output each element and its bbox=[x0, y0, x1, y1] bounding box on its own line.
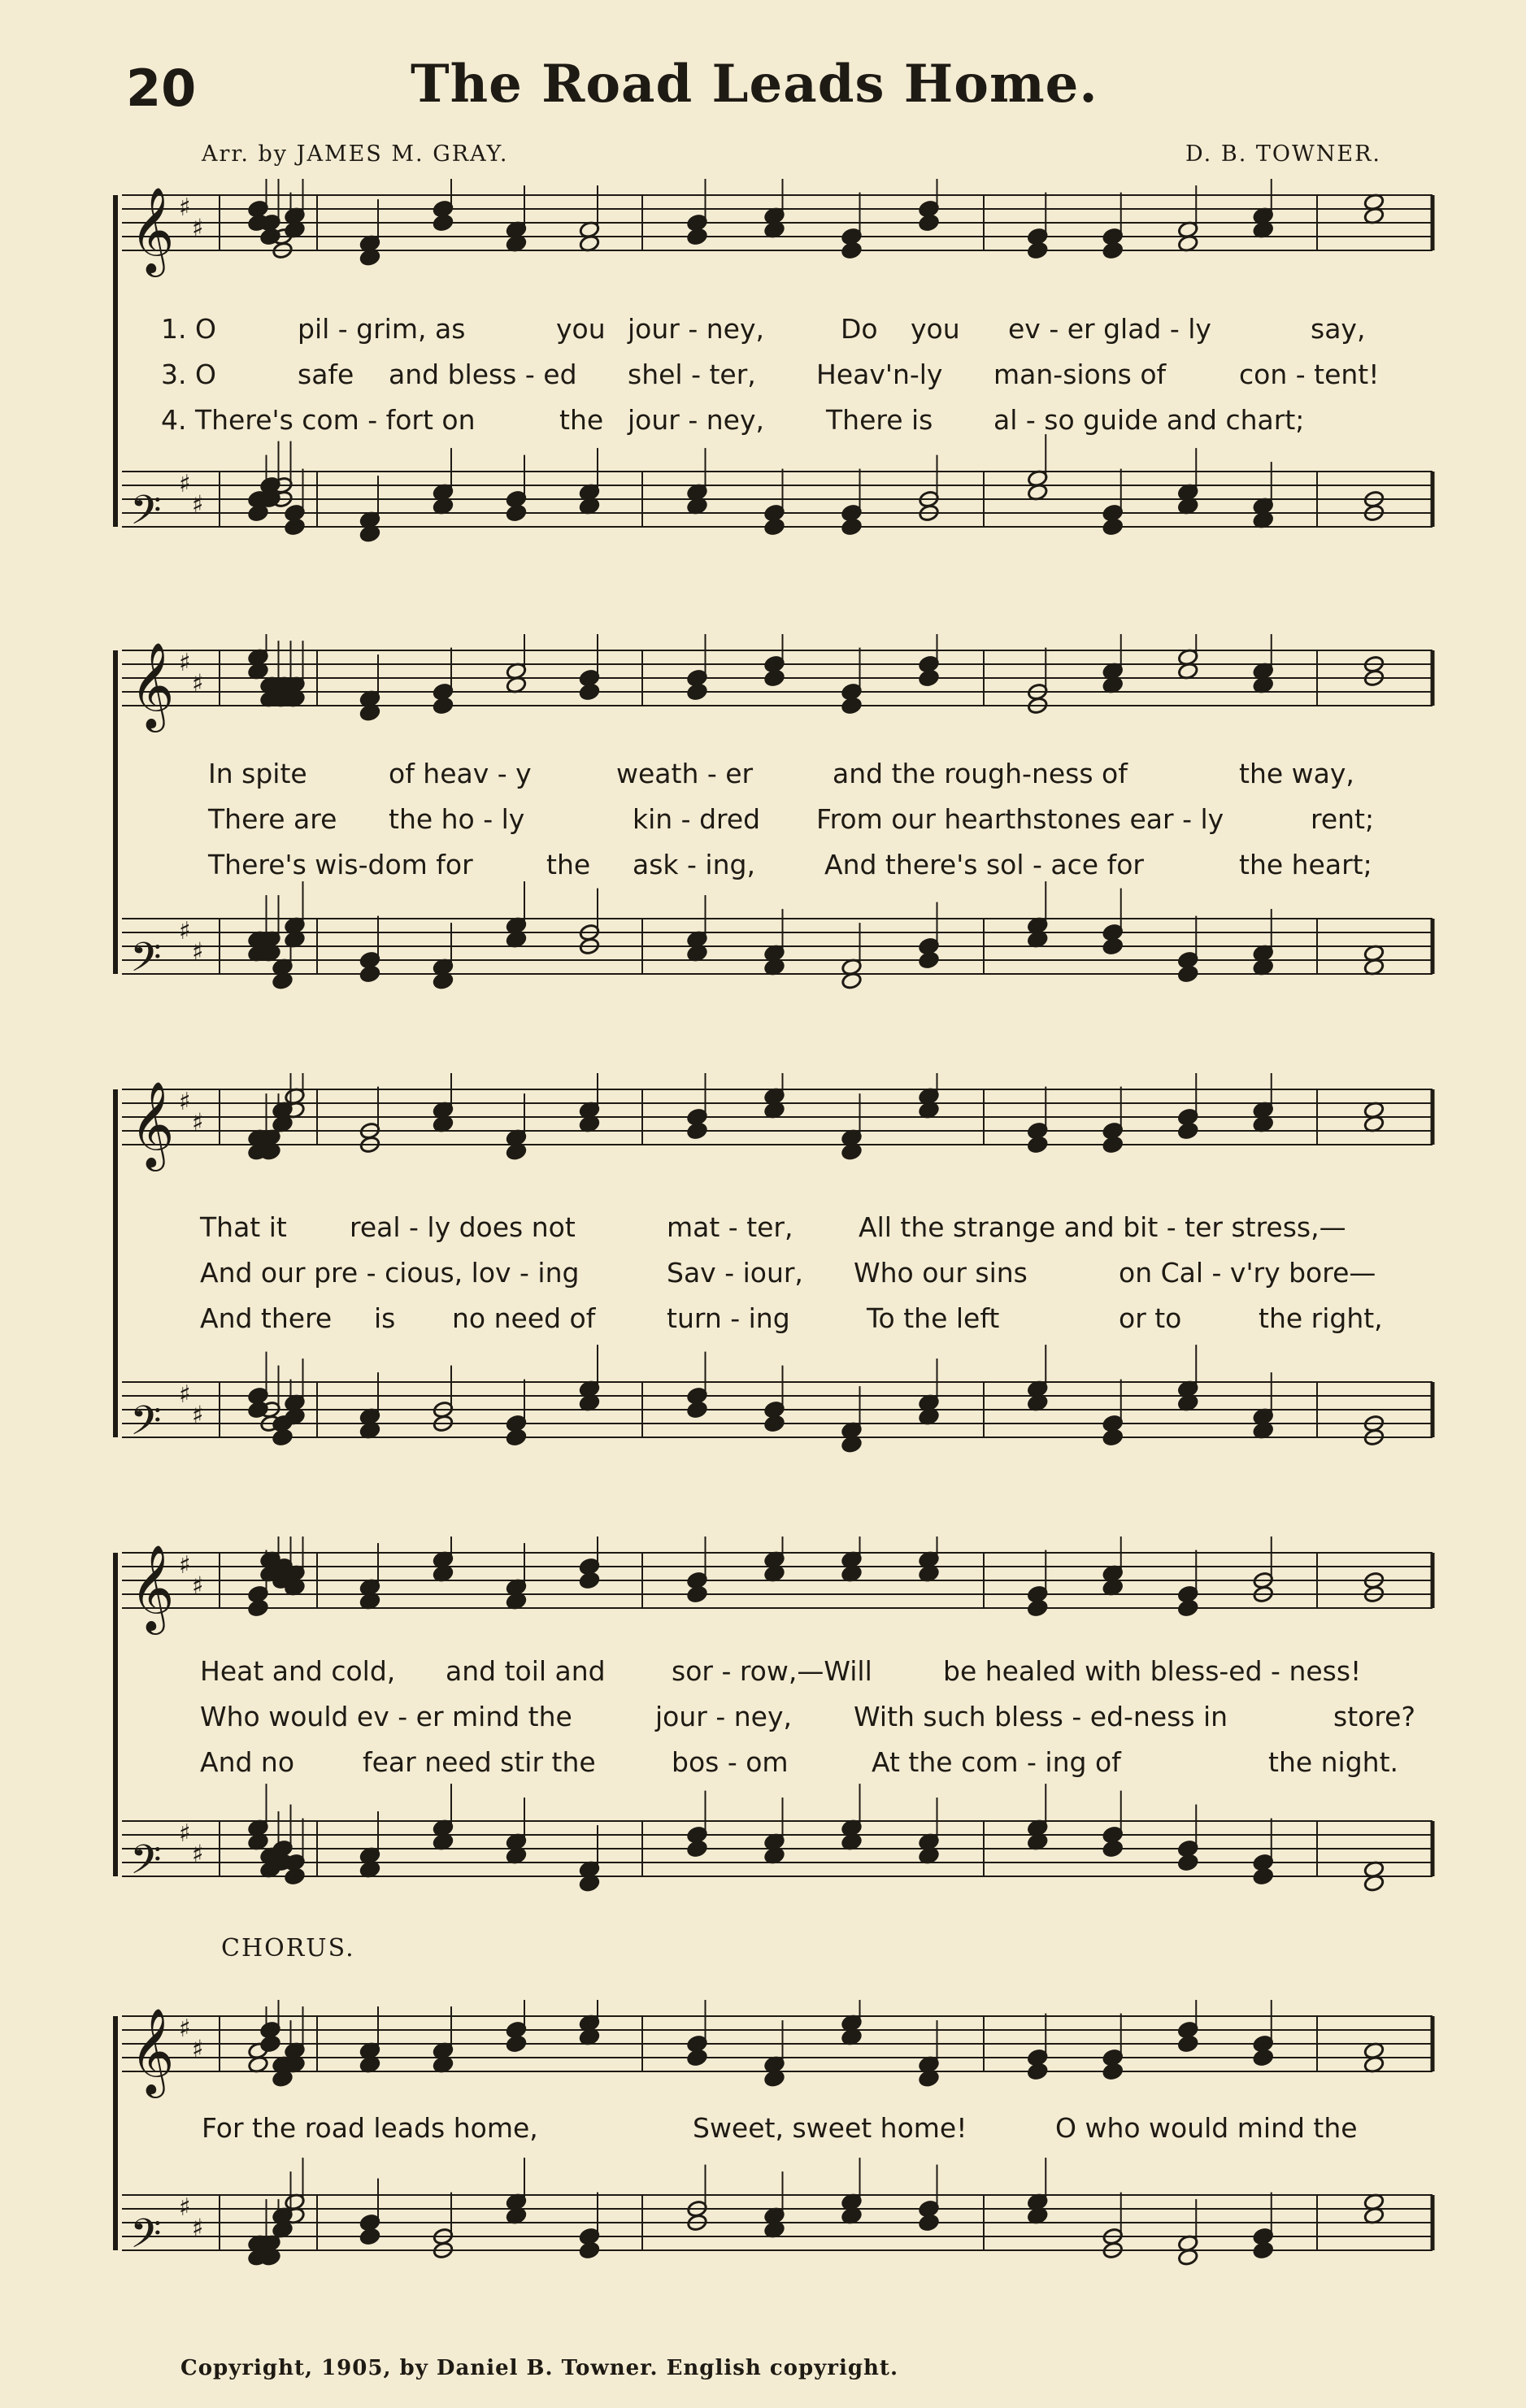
bass-staff bbox=[122, 881, 1433, 991]
treble-staff bbox=[122, 1537, 1433, 1635]
lyric-word: or to bbox=[1119, 1302, 1182, 1334]
lyric-word: man-sions of bbox=[993, 359, 1167, 390]
lyric-word: the bbox=[546, 849, 591, 880]
lyric-word: O who would mind the bbox=[1055, 2112, 1358, 2144]
lyric-word: the right, bbox=[1259, 1302, 1383, 1334]
lyric-word: the ho - ly bbox=[389, 803, 525, 835]
treble-clef-icon: 𝄞 bbox=[130, 2007, 175, 2094]
lyric-word: pil - grim, as bbox=[298, 313, 466, 345]
lyric-word: fear need stir the bbox=[363, 1746, 596, 1778]
lyric-line bbox=[0, 1257, 1526, 1297]
bass-clef-icon: 𝄢 bbox=[130, 2210, 162, 2267]
lyric-word: From our hearthstones ear - ly bbox=[816, 803, 1224, 835]
lyric-word: is bbox=[374, 1302, 396, 1334]
sharp-icon: ♯ bbox=[179, 193, 191, 222]
lyric-word: 4. There's com - fort on bbox=[161, 404, 476, 436]
lyric-word: al - so guide and chart; bbox=[993, 404, 1305, 436]
lyric-word: 3. O bbox=[161, 359, 216, 390]
lyric-line bbox=[0, 1302, 1526, 1343]
lyric-line bbox=[0, 803, 1526, 844]
lyric-word: There is bbox=[826, 404, 933, 436]
lyric-word: ask - ing, bbox=[633, 849, 755, 880]
composer-credit: D. B. TOWNER. bbox=[1185, 141, 1381, 167]
lyric-word: shel - ter, bbox=[628, 359, 756, 390]
treble-staff bbox=[122, 179, 1433, 277]
treble-clef-icon: 𝄞 bbox=[130, 186, 175, 273]
lyric-word: say, bbox=[1311, 313, 1366, 345]
lyric-word: There are bbox=[208, 803, 337, 835]
treble-staff bbox=[122, 634, 1433, 732]
lyric-word: bos - om bbox=[672, 1746, 789, 1778]
sharp-icon: ♯ bbox=[192, 1108, 204, 1137]
lyric-word: jour - ney, bbox=[655, 1701, 792, 1732]
treble-staff bbox=[122, 1073, 1433, 1171]
lyric-word: kin - dred bbox=[633, 803, 761, 835]
bass-clef-icon: 𝄢 bbox=[130, 1397, 162, 1454]
lyric-word: Heat and cold, bbox=[200, 1655, 396, 1687]
lyric-word: And our pre - cious, lov - ing bbox=[200, 1257, 580, 1289]
lyric-line bbox=[0, 359, 1526, 399]
sharp-icon: ♯ bbox=[179, 1551, 191, 1580]
sharp-icon: ♯ bbox=[192, 1571, 204, 1601]
lyric-word: With such bless - ed-ness in bbox=[854, 1701, 1228, 1732]
bass-staff bbox=[122, 434, 1433, 544]
sharp-icon: ♯ bbox=[192, 1401, 204, 1430]
lyric-word: real - ly does not bbox=[350, 1211, 576, 1243]
chorus-label: CHORUS. bbox=[221, 1934, 355, 1962]
lyric-word: At the com - ing of bbox=[872, 1746, 1121, 1778]
lyric-word: of heav - y bbox=[389, 758, 532, 789]
lyric-word: the way, bbox=[1239, 758, 1354, 789]
lyric-word: the night. bbox=[1268, 1746, 1399, 1778]
lyric-word: That it bbox=[200, 1211, 287, 1243]
lyric-line bbox=[0, 849, 1526, 889]
sharp-icon: ♯ bbox=[192, 669, 204, 698]
lyric-word: rent; bbox=[1311, 803, 1375, 835]
lyric-word: you bbox=[556, 313, 606, 345]
sharp-icon: ♯ bbox=[192, 2035, 204, 2064]
lyric-word: And there's sol - ace for bbox=[824, 849, 1144, 880]
sharp-icon: ♯ bbox=[179, 470, 191, 498]
lyric-word: jour - ney, bbox=[628, 404, 764, 436]
lyric-word: ev - er glad - ly bbox=[1008, 313, 1211, 345]
sharp-icon: ♯ bbox=[192, 1840, 204, 1869]
lyric-word: weath - er bbox=[616, 758, 754, 789]
lyric-word: and toil and bbox=[446, 1655, 606, 1687]
lyric-word: Heav'n-ly bbox=[816, 359, 943, 390]
lyric-line bbox=[0, 1211, 1526, 1252]
sharp-icon: ♯ bbox=[179, 1088, 191, 1116]
lyric-word: turn - ing bbox=[667, 1302, 790, 1334]
treble-clef-icon: 𝄞 bbox=[130, 641, 175, 728]
lyric-line bbox=[0, 1701, 1526, 1741]
lyric-word: In spite bbox=[208, 758, 307, 789]
lyric-word: Sweet, sweet home! bbox=[693, 2112, 967, 2144]
lyric-line bbox=[0, 1746, 1526, 1787]
lyric-word: For the road leads home, bbox=[202, 2112, 538, 2144]
lyric-word: To the left bbox=[867, 1302, 1000, 1334]
lyric-word: no need of bbox=[452, 1302, 596, 1334]
lyric-word: the heart; bbox=[1239, 849, 1372, 880]
lyric-line bbox=[0, 313, 1526, 354]
sharp-icon: ♯ bbox=[179, 649, 191, 677]
lyric-word: And there bbox=[200, 1302, 333, 1334]
lyric-line bbox=[0, 2112, 1526, 2153]
lyric-word: Sav - iour, bbox=[667, 1257, 803, 1289]
sharp-icon: ♯ bbox=[192, 2214, 204, 2243]
lyric-word: Who would ev - er mind the bbox=[200, 1701, 572, 1732]
bass-clef-icon: 𝄢 bbox=[130, 934, 162, 991]
bass-clef-icon: 𝄢 bbox=[130, 1836, 162, 1893]
lyric-line bbox=[0, 758, 1526, 798]
bass-clef-icon: 𝄢 bbox=[130, 487, 162, 544]
lyric-word: store? bbox=[1333, 1701, 1415, 1732]
lyric-word: the bbox=[559, 404, 604, 436]
lyric-word: con - tent! bbox=[1239, 359, 1380, 390]
sharp-icon: ♯ bbox=[179, 2193, 191, 2222]
treble-clef-icon: 𝄞 bbox=[130, 1544, 175, 1631]
arranger-credit: Arr. by JAMES M. GRAY. bbox=[202, 141, 509, 167]
lyric-word: sor - row,—Will bbox=[672, 1655, 872, 1687]
treble-clef-icon: 𝄞 bbox=[130, 1080, 175, 1167]
lyric-word: Do bbox=[841, 313, 878, 345]
bass-staff bbox=[122, 1345, 1433, 1454]
lyric-word: on Cal - v'ry bore— bbox=[1119, 1257, 1376, 1289]
lyric-word: and the rough-ness of bbox=[833, 758, 1128, 789]
sharp-icon: ♯ bbox=[179, 1819, 191, 1848]
treble-staff bbox=[122, 2000, 1433, 2098]
bass-staff bbox=[122, 2158, 1433, 2267]
page-number: 20 bbox=[126, 59, 197, 118]
lyric-word: There's wis-dom for bbox=[208, 849, 473, 880]
copyright-notice: Copyright, 1905, by Daniel B. Towner. English copyright. bbox=[180, 2356, 898, 2380]
lyric-word: you bbox=[911, 313, 960, 345]
lyric-line bbox=[0, 1655, 1526, 1696]
lyric-word: be healed with bless-ed - ness! bbox=[943, 1655, 1362, 1687]
lyric-word: 1. O bbox=[161, 313, 216, 345]
lyric-line bbox=[0, 404, 1526, 445]
lyric-word: and bless - ed bbox=[389, 359, 577, 390]
lyric-word: safe bbox=[298, 359, 354, 390]
bass-staff bbox=[122, 1784, 1433, 1893]
sharp-icon: ♯ bbox=[179, 917, 191, 945]
sharp-icon: ♯ bbox=[179, 1380, 191, 1409]
lyric-word: jour - ney, bbox=[628, 313, 764, 345]
lyric-word: And no bbox=[200, 1746, 295, 1778]
hymn-title: The Road Leads Home. bbox=[411, 54, 1098, 115]
lyric-word: Who our sins bbox=[854, 1257, 1028, 1289]
lyric-word: mat - ter, bbox=[667, 1211, 793, 1243]
sharp-icon: ♯ bbox=[192, 937, 204, 967]
sharp-icon: ♯ bbox=[192, 214, 204, 243]
sharp-icon: ♯ bbox=[179, 2015, 191, 2043]
sharp-icon: ♯ bbox=[192, 490, 204, 519]
lyric-word: All the strange and bit - ter stress,— bbox=[859, 1211, 1346, 1243]
